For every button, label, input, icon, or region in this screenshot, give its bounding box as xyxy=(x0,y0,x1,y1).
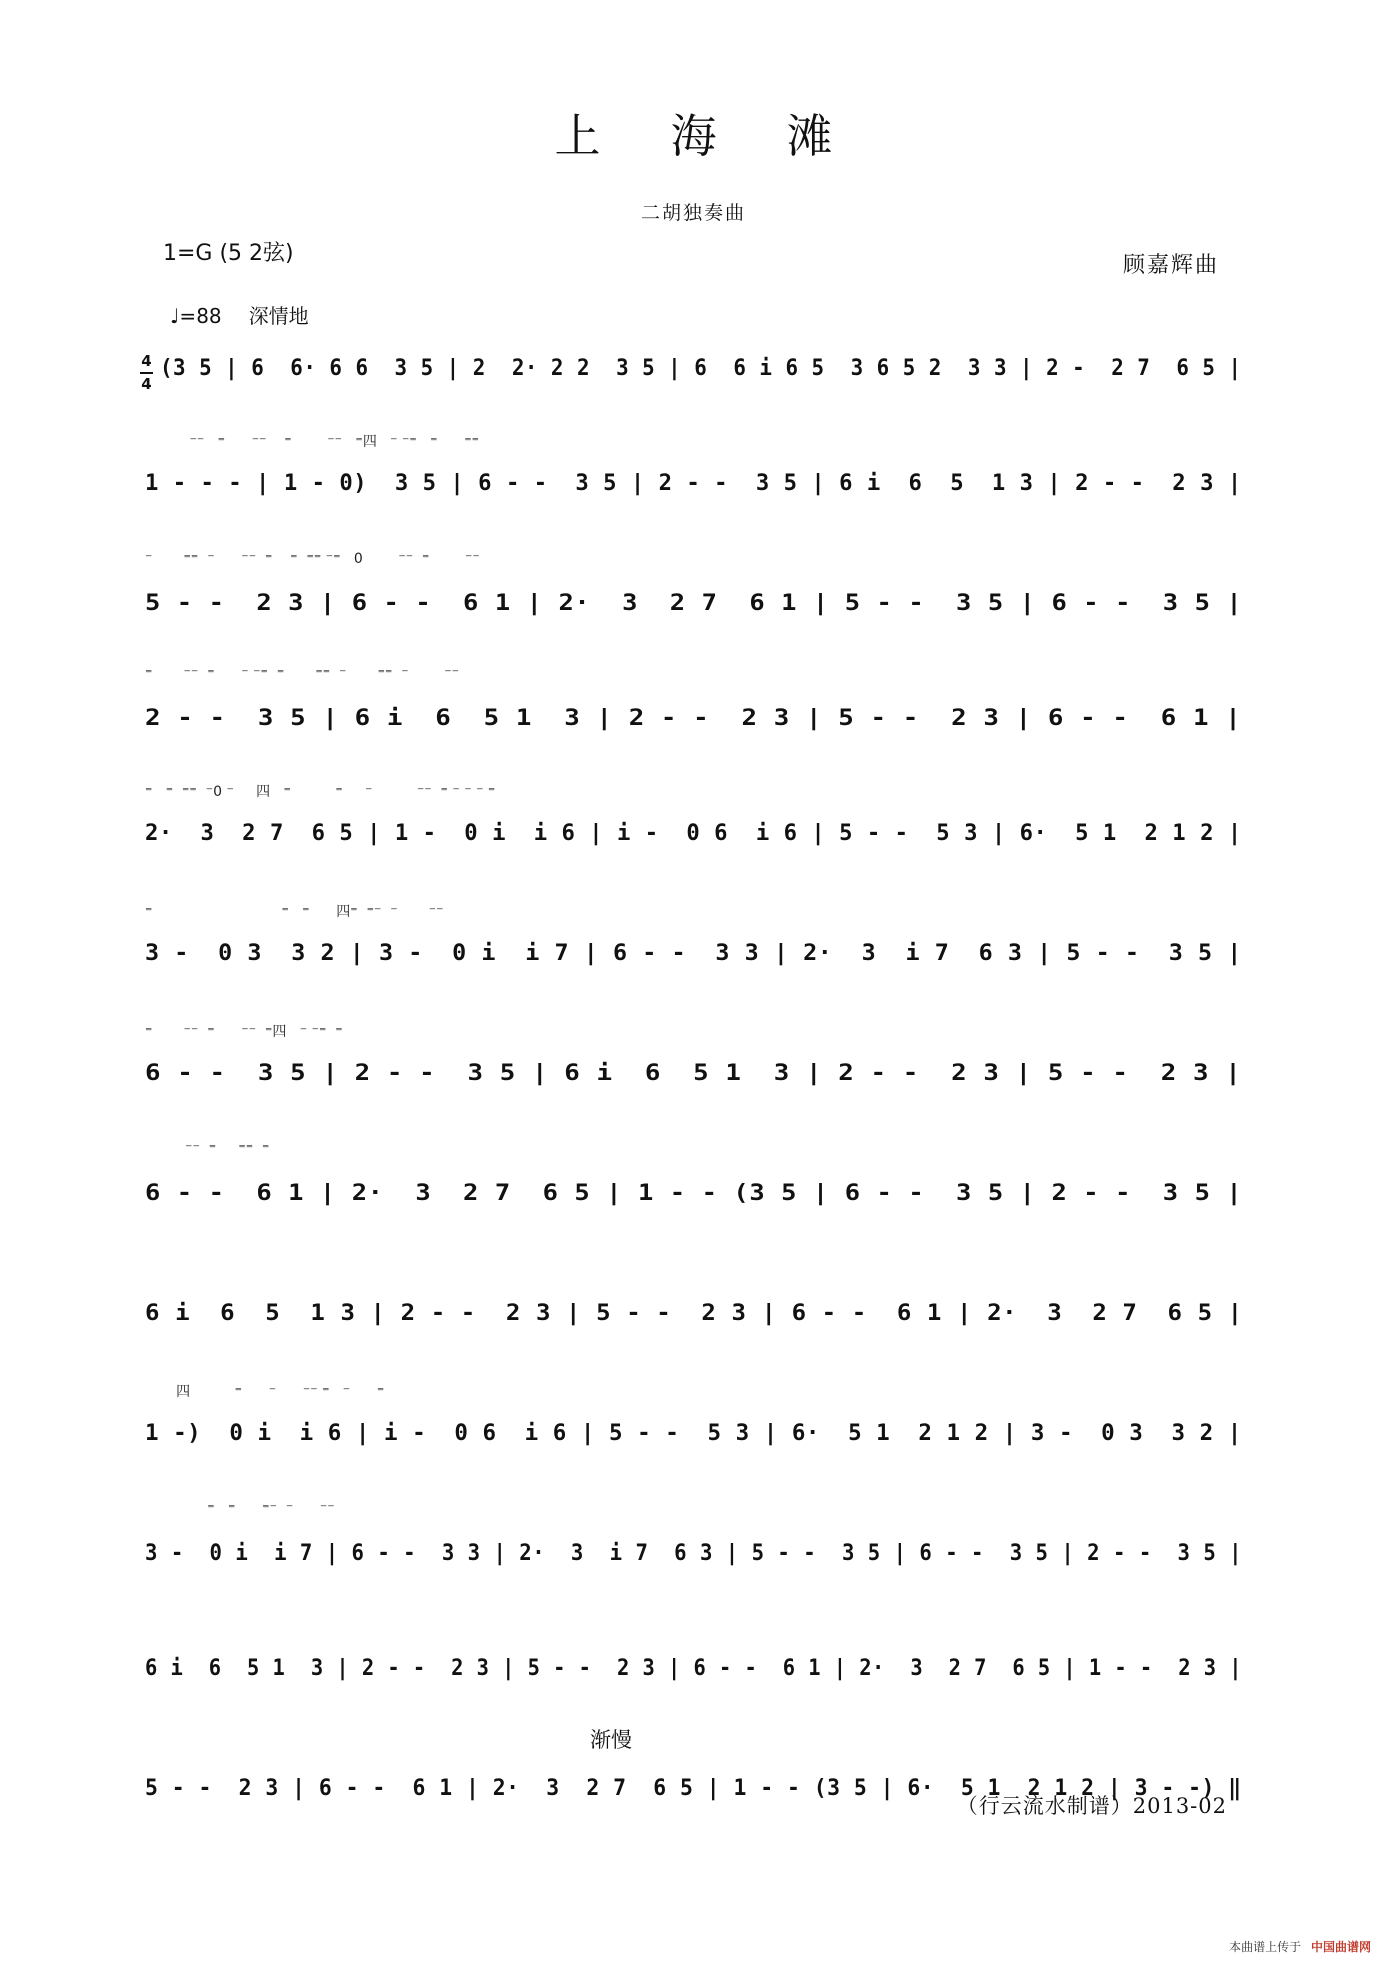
notation-system xyxy=(160,350,1250,396)
footer xyxy=(1229,1938,1371,1955)
footer-brand-logo: 中国曲谱网 xyxy=(1310,1940,1371,1954)
fingering-marks: ⁻⁻ ⁼ ⁼⁼ ⁼ xyxy=(145,1141,270,1157)
notation-line: 2· 3 2 7 6 5 | 1 - 0 i i 6 | i - 0 6 i 6 | 5 - - 5 3 | 6· 5 1 2 1 2 | xyxy=(145,821,1242,846)
composer: 顾嘉辉曲 xyxy=(1122,253,1219,278)
time-signature-line xyxy=(140,372,153,374)
fingering-marks: ⁻ ⁼⁼ ⁻ ⁻⁻ ⁼ ⁼ ⁼⁼ ⁻⁼ 0 ⁻⁻ ⁼ ⁻⁻ xyxy=(145,551,480,567)
notation-line: 5 - - 2 3 | 6 - - 6 1 | 2· 3 2 7 6 5 | 1 - - (3 5 | 6· 5 1 2 1 2 | 3 - -) ‖ xyxy=(145,1776,1242,1801)
notation-line: 6 - - 3 5 | 2 - - 3 5 | 6 i 6 5 1 3 | 2 - - 2 3 | 5 - - 2 3 | xyxy=(145,1061,1242,1086)
fingering-marks: ⁼ ⁼ ⁼⁻ ⁻ ⁻⁻ xyxy=(145,1501,335,1517)
fingering-marks: ⁻⁻ ⁼ ⁻⁻ ⁼ ⁻⁻ ⁼四 ⁻ ⁻⁼ ⁼ ⁼⁼ xyxy=(145,434,480,450)
score-subtitle: 二胡独奏曲 xyxy=(640,202,746,224)
notation-system xyxy=(145,551,1250,631)
score-title: 上海滩 xyxy=(554,109,903,163)
notation-system xyxy=(145,1501,1250,1581)
notation-system xyxy=(145,1295,1250,1341)
notation-line: 3 - 0 3 3 2 | 3 - 0 i i 7 | 6 - - 3 3 | 2· 3 i 7 6 3 | 5 - - 3 5 | xyxy=(145,941,1242,966)
time-signature-bottom: 4 xyxy=(141,375,152,393)
notation-line: 1 -) 0 i i 6 | i - 0 6 i 6 | 5 - - 5 3 | 6· 5 1 2 1 2 | 3 - 0 3 3 2 | xyxy=(145,1421,1242,1446)
notation-line: (3 5 | 6 6· 6 6 3 5 | 2 2· 2 2 3 5 | 6 6 i 6 5 3 6 5 2 3 3 | 2 - 2 7 6 5 | xyxy=(160,356,1242,381)
notation-system xyxy=(145,434,1250,511)
fingering-marks: 四 ⁼ ⁻ ⁻⁻ ⁼ ⁻ ⁼ xyxy=(145,1384,385,1400)
notation-line: 6 i 6 5 1 3 | 2 - - 2 3 | 5 - - 2 3 | 6 - - 6 1 | 2· 3 2 7 6 5 | 1 - - 2 3 | xyxy=(145,1656,1242,1681)
tempo-value: ♩=88 xyxy=(170,304,222,328)
tempo-marking xyxy=(170,300,309,329)
notation-system xyxy=(145,1141,1250,1221)
ritardando-mark: 渐慢 xyxy=(590,1728,632,1752)
notation-system xyxy=(145,904,1250,981)
time-signature xyxy=(140,352,153,394)
expression-mark: 深情地 xyxy=(248,304,309,328)
footer-upload-text: 本曲谱上传于 xyxy=(1229,1940,1302,1954)
notation-line: 6 i 6 5 1 3 | 2 - - 2 3 | 5 - - 2 3 | 6 - - 6 1 | 2· 3 2 7 6 5 | xyxy=(145,1301,1243,1326)
fingering-marks: ⁼ ⁼ ⁼⁼ ⁻0 ⁻ 四 ⁼ ⁼ ⁻ ⁻⁻ ⁼ ⁻ ⁻ ⁻ ⁼ xyxy=(145,784,496,800)
notation-line: 5 - - 2 3 | 6 - - 6 1 | 2· 3 2 7 6 1 | 5 - - 3 5 | 6 - - 3 5 | xyxy=(145,591,1243,616)
notation-system xyxy=(145,784,1250,861)
time-signature-top: 4 xyxy=(141,352,152,370)
fingering-marks: ⁼ ⁻⁻ ⁼ ⁻ ⁻⁼ ⁼ ⁼⁼ ⁻ ⁼⁼ ⁻ ⁻⁻ xyxy=(145,666,460,682)
notation-line: 2 - - 3 5 | 6 i 6 5 1 3 | 2 - - 2 3 | 5 - - 2 3 | 6 - - 6 1 | xyxy=(145,706,1242,731)
notation-system xyxy=(145,1024,1250,1101)
notation-system xyxy=(145,1650,1250,1696)
notation-system xyxy=(145,1384,1250,1461)
notation-system xyxy=(145,666,1250,746)
transcription-credit: （行云流水制谱）2013-02 xyxy=(956,1794,1227,1818)
fingering-marks: ⁼ ⁼ ⁼ 四⁼ ⁼⁻ ⁻ ⁻⁻ xyxy=(145,904,444,920)
fingering-marks: ⁼ ⁻⁻ ⁼ ⁻⁻ ⁼四 ⁻ ⁻⁼ ⁼ xyxy=(145,1024,343,1040)
notation-line: 3 - 0 i i 7 | 6 - - 3 3 | 2· 3 i 7 6 3 | 5 - - 3 5 | 6 - - 3 5 | 2 - - 3 5 | xyxy=(145,1541,1243,1566)
notation-line: 1 - - - | 1 - 0) 3 5 | 6 - - 3 5 | 2 - - 3 5 | 6 i 6 5 1 3 | 2 - - 2 3 | xyxy=(145,471,1242,496)
key-signature: 1=G (5 2弦) xyxy=(163,241,294,266)
notation-line: 6 - - 6 1 | 2· 3 2 7 6 5 | 1 - - (3 5 | 6 - - 3 5 | 2 - - 3 5 | xyxy=(145,1181,1243,1206)
